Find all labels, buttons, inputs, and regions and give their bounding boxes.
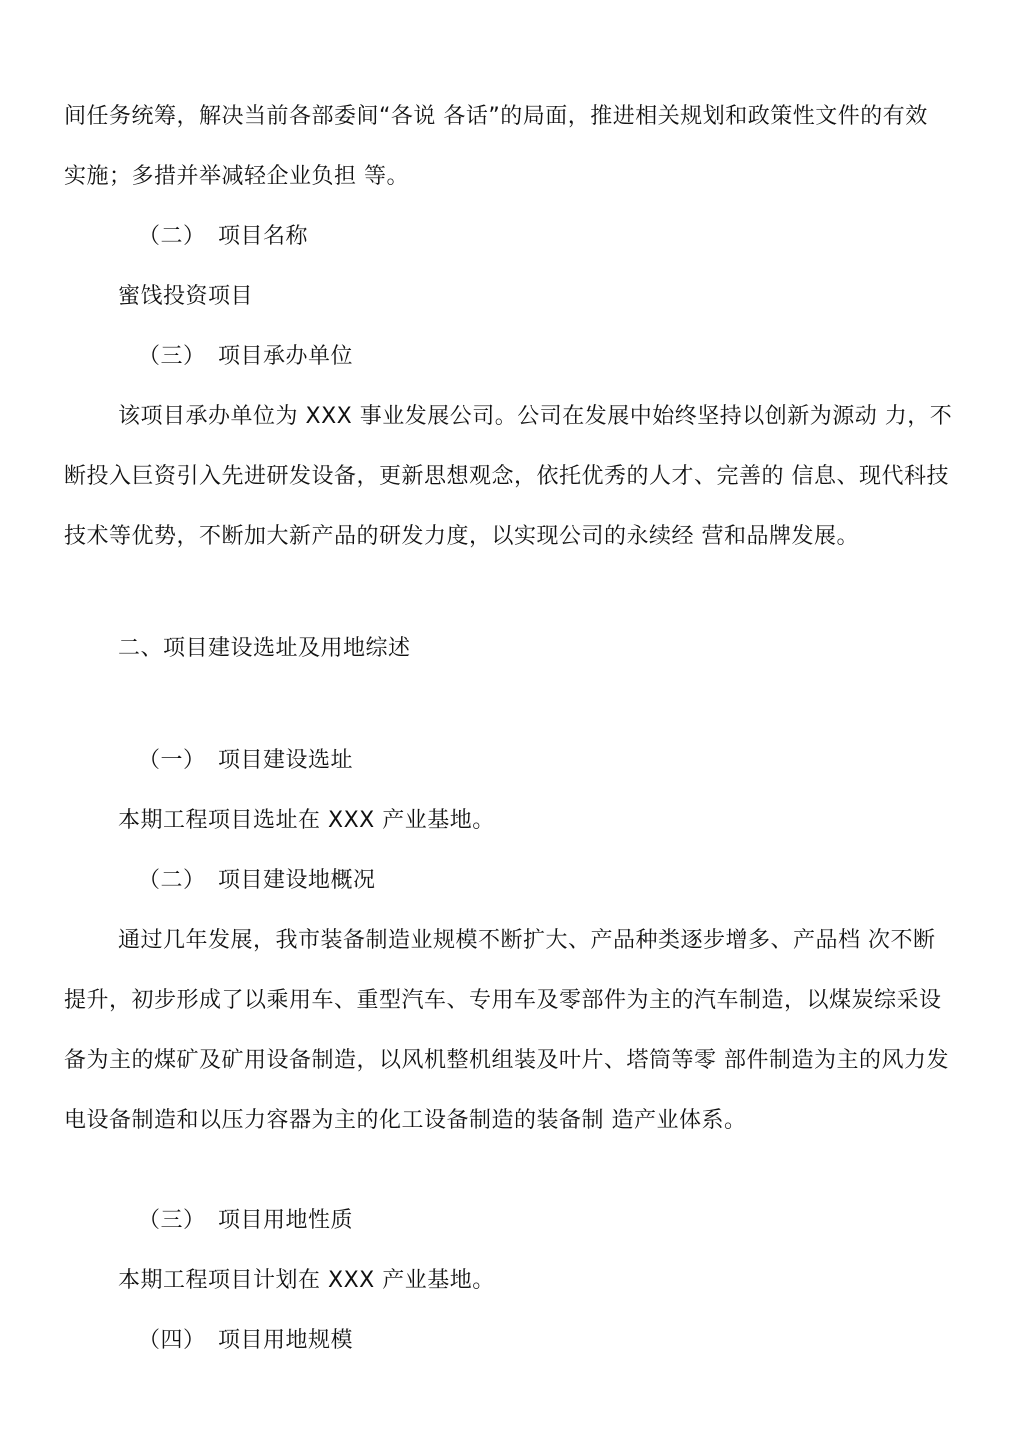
section-number: （三） [138, 344, 206, 369]
section-title: 项目名称 [218, 224, 309, 249]
section-title: 项目用地性质 [218, 1208, 354, 1233]
section-number: （二） [138, 224, 206, 249]
chapter-heading: 二、项目建设选址及用地综述 [118, 636, 411, 661]
section-heading [138, 866, 1024, 896]
section-number: （一） [138, 748, 206, 773]
section-number: （四） [138, 1328, 206, 1353]
section-heading [138, 222, 1024, 252]
paragraph-line: 通过几年发展，我市装备制造业规模不断扩大、产品种类逐步增多、产品档 次不断 [118, 928, 936, 953]
section-heading [138, 342, 1024, 372]
section-title: 项目建设选址 [218, 748, 354, 773]
paragraph-line: 断投入巨资引入先进研发设备，更新思想观念，依托优秀的人才、完善的 信息、现代科技 [64, 464, 949, 489]
paragraph-line: 提升，初步形成了以乘用车、重型汽车、专用车及零部件为主的汽车制造，以煤炭综采设 [64, 988, 942, 1013]
section-number: （二） [138, 868, 206, 893]
section-number: （三） [138, 1208, 206, 1233]
section-heading [138, 1326, 1024, 1356]
paragraph-line: 该项目承办单位为 XXX 事业发展公司。公司在发展中始终坚持以创新为源动 力，不 [118, 404, 953, 429]
section-heading [138, 1206, 1024, 1236]
section-title: 项目建设地概况 [218, 868, 376, 893]
paragraph-line: 本期工程项目计划在 XXX 产业基地。 [118, 1268, 495, 1293]
project-name-text: 蜜饯投资项目 [118, 284, 254, 309]
paragraph-line: 技术等优势，不断加大新产品的研发力度，以实现公司的永续经 营和品牌发展。 [64, 524, 859, 549]
paragraph-line: 备为主的煤矿及矿用设备制造，以风机整机组装及叶片、塔筒等零 部件制造为主的风力发 [64, 1048, 949, 1073]
section-title: 项目用地规模 [218, 1328, 354, 1353]
section-title: 项目承办单位 [218, 344, 354, 369]
paragraph-line: 电设备制造和以压力容器为主的化工设备制造的装备制 造产业体系。 [64, 1108, 747, 1133]
section-heading [138, 746, 1024, 776]
paragraph-line: 实施；多措并举减轻企业负担 等。 [64, 164, 409, 189]
paragraph-line: 间任务统筹，解决当前各部委间“各说 各话”的局面，推进相关规划和政策性文件的有效 [64, 104, 928, 129]
paragraph-line: 本期工程项目选址在 XXX 产业基地。 [118, 808, 495, 833]
